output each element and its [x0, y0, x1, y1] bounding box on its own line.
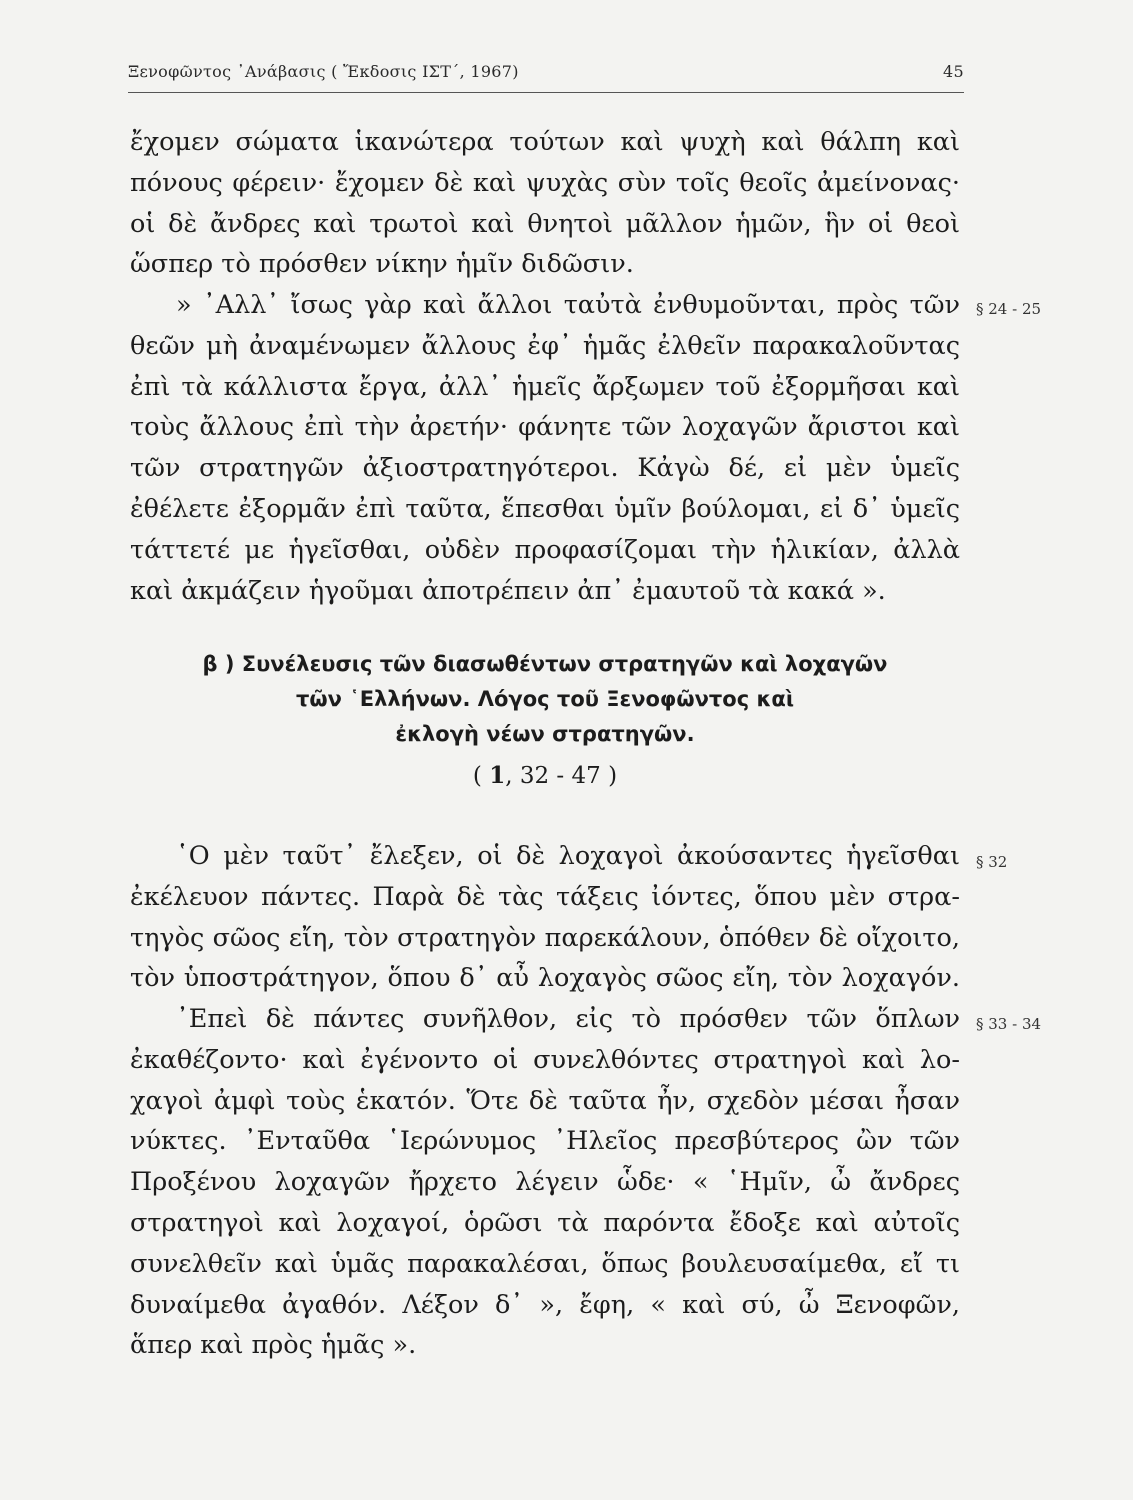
section-heading [130, 647, 960, 752]
text-line: τοὺς ἄλλους ἐπὶ τὴν ἀρετήν· φάνητε τῶν λοχαγῶν ἄριστοι καὶ [130, 412, 960, 443]
margin-reference: § 32 [976, 853, 1008, 871]
text-line: χαγοὶ ἀμφὶ τοὺς ἑκατόν. Ὅτε δὲ ταῦτα ἦν, σχεδὸν μέσαι ἦσαν [130, 1085, 960, 1116]
text-line: ἐπὶ τὰ κάλλιστα ἔργα, ἀλλ᾿ ἡμεῖς ἄρξωμεν τοῦ ἐξορμῆσαι καὶ [130, 371, 960, 402]
text-line: στρατηγοὶ καὶ λοχαγοί, ὁρῶσι τὰ παρόντα ἔδοξε καὶ αὐτοῖς [130, 1207, 960, 1238]
text-line: τὸν ὑποστράτηγον, ὅπου δ᾿ αὖ λοχαγὸς σῶος εἴη, τὸν λοχαγόν. [130, 963, 960, 994]
paragraph-4 [130, 999, 960, 1366]
text-line: ἐκαθέζοντο· καὶ ἐγένοντο οἱ συνελθόντες στρατηγοὶ καὶ λο- [130, 1044, 960, 1075]
margin-reference: § 33 - 34 [976, 1015, 1042, 1033]
section-range [130, 762, 960, 789]
heading-line: ἐκλογὴ νέων στρατηγῶν. [395, 722, 695, 746]
text-line: ἐθέλετε ἐξορμᾶν ἐπὶ ταῦτα, ἕπεσθαι ὑμῖν βούλομαι, εἰ δ᾿ ὑμεῖς [130, 493, 960, 524]
paragraph-1 [130, 122, 960, 285]
range-open: ( [472, 763, 490, 789]
range-rest: , 32 - 47 ) [505, 763, 618, 789]
text-line: πόνους φέρειν· ἔχομεν δὲ καὶ ψυχὰς σὺν τοῖς θεοῖς ἀμείνονας· [130, 167, 960, 198]
text-line: » ᾿Αλλ᾿ ἴσως γὰρ καὶ ἄλλοι ταὐτὰ ἐνθυμοῦνται, πρὸς τῶν [176, 290, 960, 320]
running-title: Ξενοφῶντος ᾿Ανάβασις ( Ἔκδοσις ΙΣΤ΄, 1967) [128, 62, 519, 81]
text-line: ἅπερ καὶ πρὸς ἡμᾶς ». [130, 1330, 417, 1361]
text-line: θεῶν μὴ ἀναμένωμεν ἄλλους ἐφ᾿ ἡμᾶς ἐλθεῖν παρακαλοῦντας [130, 330, 960, 361]
text-line: τάττετέ με ἡγεῖσθαι, οὐδὲν προφασίζομαι τὴν ἡλικίαν, ἀλλὰ [130, 534, 960, 565]
text-line: νύκτες. ᾿Ενταῦθα ῾Ιερώνυμος ᾿Ηλεῖος πρεσβύτερος ὢν τῶν [130, 1126, 960, 1157]
text-line: ὥσπερ τὸ πρόσθεν νίκην ἡμῖν διδῶσιν. [130, 249, 634, 280]
text-line: τηγὸς σῶος εἴη, τὸν στρατηγὸν παρεκάλουν, ὁπόθεν δὲ οἴχοιτο, [130, 922, 960, 953]
text-line: συνελθεῖν καὶ ὑμᾶς παρακαλέσαι, ὅπως βουλευσαίμεθα, εἴ τι [130, 1248, 960, 1279]
margin-reference: § 24 - 25 [976, 300, 1042, 318]
text-line: καὶ ἀκμάζειν ἡγοῦμαι ἀποτρέπειν ἀπ᾿ ἐμαυτοῦ τὰ κακά ». [130, 575, 886, 606]
text-line: ἔχομεν σώματα ἱκανώτερα τούτων καὶ ψυχὴ καὶ θάλπη καὶ [130, 127, 960, 157]
text-line: οἱ δὲ ἄνδρες καὶ τρωτοὶ καὶ θνητοὶ μᾶλλον ἡμῶν, ἣν οἱ θεοὶ [130, 208, 960, 239]
range-book: 1 [489, 762, 506, 789]
header-rule [128, 92, 964, 93]
paragraph-2 [130, 285, 960, 611]
text-line: ἐκέλευον πάντες. Παρὰ δὲ τὰς τάξεις ἰόντες, ὅπου μὲν στρα- [130, 881, 960, 912]
text-line: ῾Ο μὲν ταῦτ᾿ ἔλεξεν, οἱ δὲ λοχαγοὶ ἀκούσαντες ἡγεῖσθαι [176, 841, 960, 871]
paragraph-3 [130, 836, 960, 999]
page-number: 45 [943, 62, 964, 81]
heading-line: β ) Συνέλευσις τῶν διασωθέντων στρατηγῶν καὶ λοχαγῶν [202, 652, 888, 676]
text-line: δυναίμεθα ἀγαθόν. Λέξον δ᾿ », ἔφη, « καὶ σύ, ὦ Ξενοφῶν, [130, 1289, 960, 1320]
heading-line: τῶν ῾Ελλήνων. Λόγος τοῦ Ξενοφῶντος καὶ [295, 687, 795, 711]
text-line: Προξένου λοχαγῶν ἤρχετο λέγειν ὧδε· « ῾Ημῖν, ὦ ἄνδρες [130, 1167, 960, 1198]
text-line: τῶν στρατηγῶν ἀξιοστρατηγότεροι. Κἀγὼ δέ, εἰ μὲν ὑμεῖς [130, 453, 960, 484]
text-line: ᾿Επεὶ δὲ πάντες συνῆλθον, εἰς τὸ πρόσθεν τῶν ὅπλων [176, 1004, 960, 1034]
